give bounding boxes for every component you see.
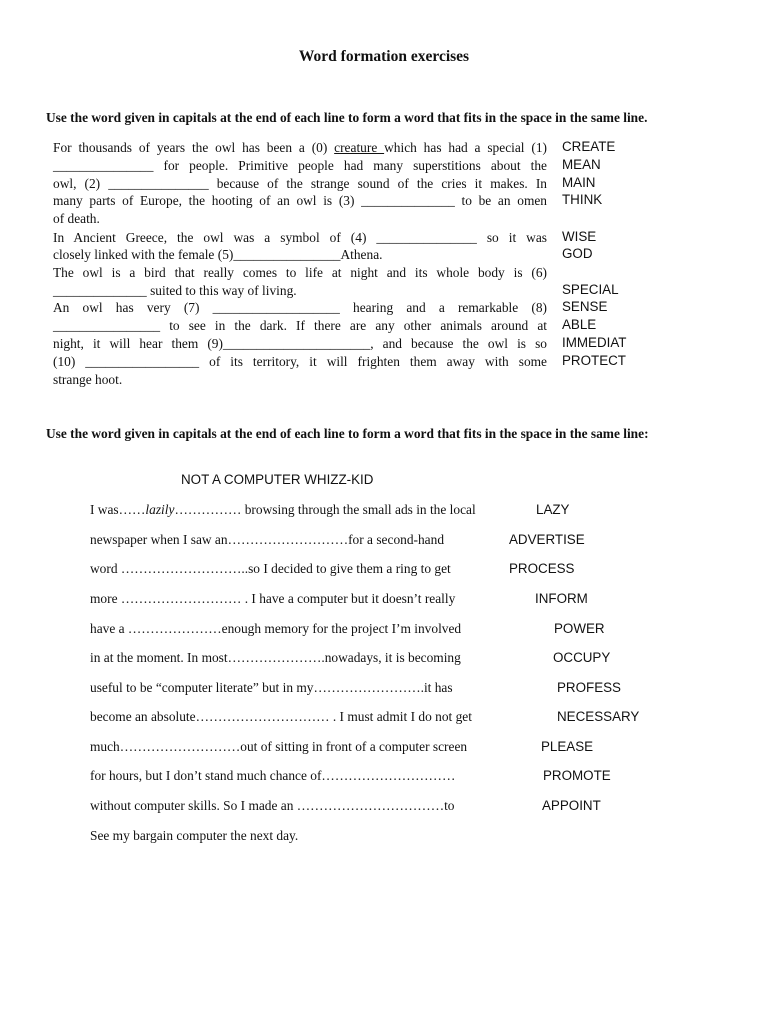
ex1-line: An owl has very (7) ___________________ hearing and a remarkable (8) (53, 300, 547, 315)
ex1-line: ________________ to see in the dark. If there are any other animals around at (53, 318, 547, 333)
keyword: ADVERTISE (509, 532, 585, 547)
keyword: THINK (562, 192, 603, 207)
keyword: PLEASE (541, 739, 594, 754)
keyword: PROCESS (509, 561, 575, 576)
keyword: WISE (562, 229, 597, 244)
ex2-line: newspaper when I saw an………………………for a second-hand (90, 532, 445, 547)
ex2-line: have a …………………enough memory for the project I’m involved (90, 621, 462, 636)
keyword: MEAN (562, 157, 601, 172)
ex1-line: (10) _________________ of its territory, it will frighten them away with some (53, 354, 547, 369)
ex2-line: for hours, but I don’t stand much chance of………………………… (90, 768, 456, 783)
ex1-line: of death. (53, 211, 100, 226)
ex2-line: in at the moment. In most………………….nowadays, it is becoming (90, 650, 461, 665)
ex1-line: owl, (2) _______________ because of the strange sound of the cries it makes. In (53, 176, 547, 191)
ex1-line: The owl is a bird that really comes to life at night and its whole body is (6) (53, 265, 547, 280)
keyword: MAIN (562, 175, 596, 190)
instruction-2: Use the word given in capitals at the end of each line to form a word that fits in the space in the same line: (46, 426, 649, 441)
example-answer: lazily (145, 502, 175, 517)
ex2-line: more ……………………… . I have a computer but it doesn’t really (90, 591, 456, 606)
keyword: NECESSARY (557, 709, 640, 724)
ex1-line: night, it will hear them (9)______________________, and because the owl is so (53, 336, 547, 351)
page-title: Word formation exercises (298, 48, 470, 65)
ex2-line: useful to be “computer literate” but in my…………………….it has (90, 680, 453, 695)
keyword: POWER (554, 621, 605, 636)
keyword: SENSE (562, 299, 608, 314)
keyword: OCCUPY (553, 650, 611, 665)
keyword: IMMEDIAT (562, 335, 627, 350)
keyword: PROTECT (562, 353, 626, 368)
ex2-line: become an absolute………………………… . I must admit I do not get (90, 709, 472, 724)
ex1-line: For thousands of years the owl has been a (0) creature which has had a special (1) (53, 140, 547, 155)
keyword: INFORM (535, 591, 588, 606)
keyword: PROFESS (557, 680, 621, 695)
instruction-1: Use the word given in capitals at the end of each line to form a word that fits in the space in the same line. (46, 110, 648, 125)
ex2-line: much………………………out of sitting in front of a computer screen (90, 739, 468, 754)
ex2-line: without computer skills. So I made an ……………………………to (90, 798, 455, 813)
keyword: ABLE (562, 317, 597, 332)
example-answer: creature (334, 140, 385, 155)
ex1-line: closely linked with the female (5)________________Athena. (53, 247, 383, 262)
ex2-line: word ………………………..so I decided to give them a ring to get (90, 561, 451, 576)
keyword: LAZY (536, 502, 570, 517)
ex2-line: I was……lazily…………… browsing through the small ads in the local (90, 502, 476, 517)
exercise-2-title: NOT A COMPUTER WHIZZ-KID (181, 472, 374, 487)
keyword: SPECIAL (562, 282, 619, 297)
keyword: CREATE (562, 139, 616, 154)
ex1-line: In Ancient Greece, the owl was a symbol of (4) _______________ so it was (53, 230, 547, 245)
ex1-line: _______________ for people. Primitive people had many superstitions about the (53, 158, 547, 173)
ex1-line: many parts of Europe, the hooting of an owl is (3) ______________ to be an omen (53, 193, 547, 208)
keyword: APPOINT (542, 798, 601, 813)
keyword: GOD (562, 246, 593, 261)
ex1-line: ______________ suited to this way of living. (53, 283, 297, 298)
ex2-line: See my bargain computer the next day. (90, 828, 299, 843)
ex1-line: strange hoot. (53, 372, 123, 387)
keyword: PROMOTE (543, 768, 611, 783)
